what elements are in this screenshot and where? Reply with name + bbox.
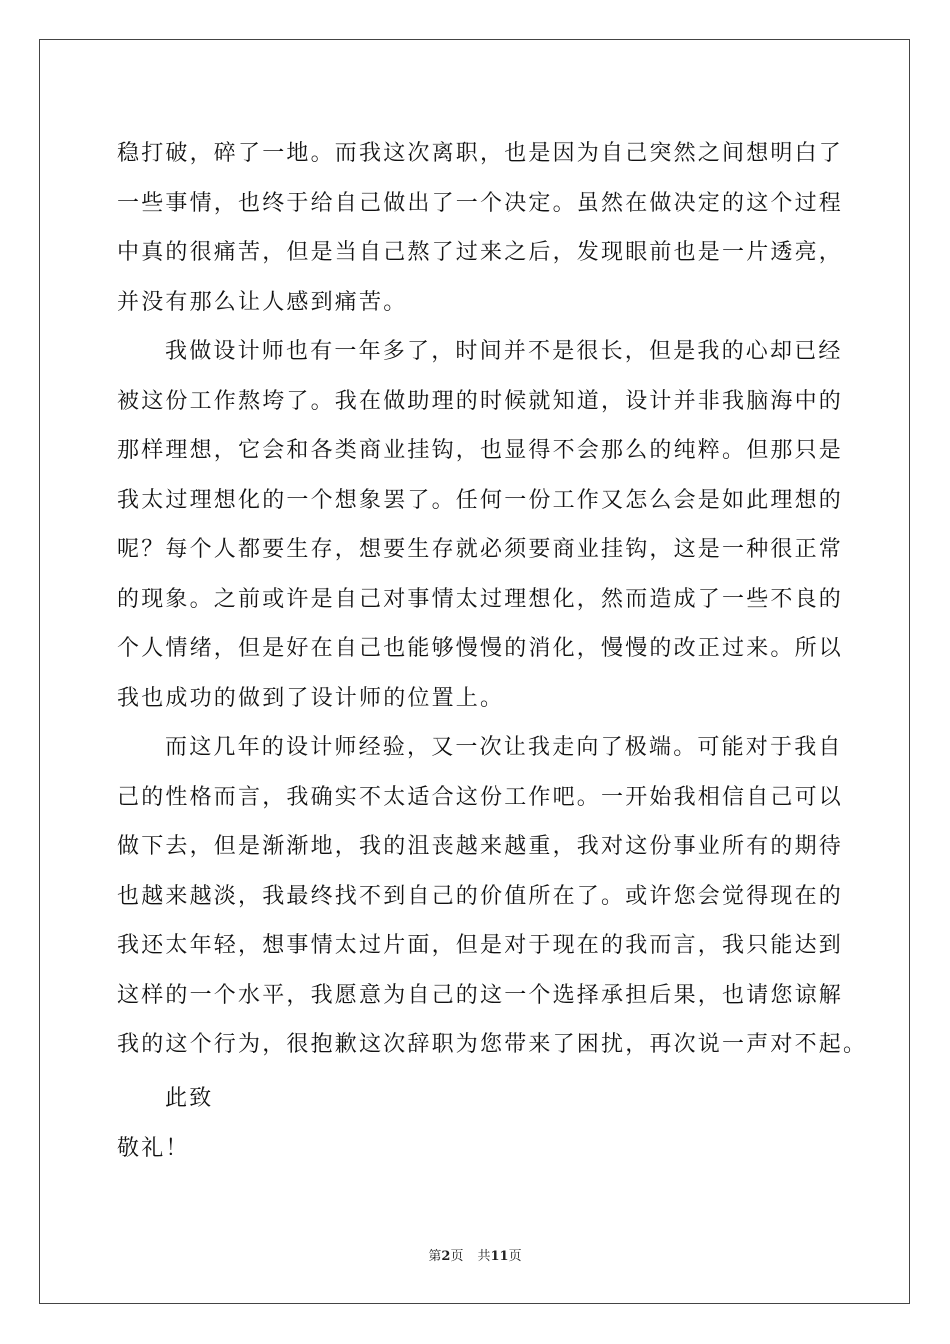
- text-line: 也越来越淡，我最终找不到自己的价值所在了。或许您会觉得现在的: [117, 883, 844, 909]
- text-line: 个人情绪，但是好在自己也能够慢慢的消化，慢慢的改正过来。所以: [117, 636, 844, 661]
- text-line: 并没有那么让人感到痛苦。: [117, 289, 408, 315]
- page-suffix: 页: [450, 1249, 464, 1264]
- text-line: 一些事情，也终于给自己做出了一个决定。虽然在做决定的这个过程: [117, 190, 844, 216]
- paragraph-start-line: 我做设计师也有一年多了，时间并不是很长，但是我的心却已经: [165, 339, 843, 364]
- page-prefix: 第: [428, 1249, 442, 1264]
- text-line: 己的性格而言，我确实不太适合这份工作吧。一开始我相信自己可以: [117, 784, 844, 810]
- text-line: 我的这个行为，很抱歉这次辞职为您带来了困扰，再次说一声对不起。: [117, 1032, 868, 1057]
- text-line: 做下去，但是渐渐地，我的沮丧越来越重，我对这份事业所有的期待: [117, 834, 844, 859]
- text-line: 的现象。之前或许是自己对事情太过理想化，然而造成了一些不良的: [117, 586, 844, 612]
- text-line: 呢？每个人都要生存，想要生存就必须要商业挂钩，这是一种很正常: [117, 537, 844, 562]
- text-line: 我太过理想化的一个想象罢了。任何一份工作又怎么会是如此理想的: [117, 487, 844, 513]
- text-line: 我也成功的做到了设计师的位置上。: [117, 685, 505, 711]
- text-line: 这样的一个水平，我愿意为自己的这一个选择承担后果，也请您谅解: [117, 982, 844, 1008]
- total-suffix: 页: [508, 1249, 522, 1264]
- total-pages: 11: [490, 1249, 509, 1264]
- text-line: 被这份工作熬垮了。我在做助理的时候就知道，设计并非我脑海中的: [117, 388, 844, 414]
- text-line: 稳打破，碎了一地。而我这次离职，也是因为自己突然之间想明白了: [117, 141, 844, 166]
- text-line: 那样理想，它会和各类商业挂钩，也显得不会那么的纯粹。但那只是: [117, 438, 844, 463]
- total-prefix: 共: [477, 1249, 491, 1264]
- page-number: 2: [441, 1249, 451, 1264]
- text-line: 我还太年轻，想事情太过片面，但是对于现在的我而言，我只能达到: [117, 933, 844, 958]
- closing-salutation: 此致: [165, 1086, 214, 1111]
- letter-closing: [117, 1074, 517, 1174]
- page-footer: [0, 1245, 950, 1264]
- letter-body: [117, 129, 868, 1070]
- paragraph-start-line: 而这几年的设计师经验，又一次让我走向了极端。可能对于我自: [165, 735, 843, 760]
- text-line: 中真的很痛苦，但是当自己熬了过来之后，发现眼前也是一片透亮，: [117, 240, 844, 265]
- closing-regards: 敬礼！: [117, 1136, 190, 1161]
